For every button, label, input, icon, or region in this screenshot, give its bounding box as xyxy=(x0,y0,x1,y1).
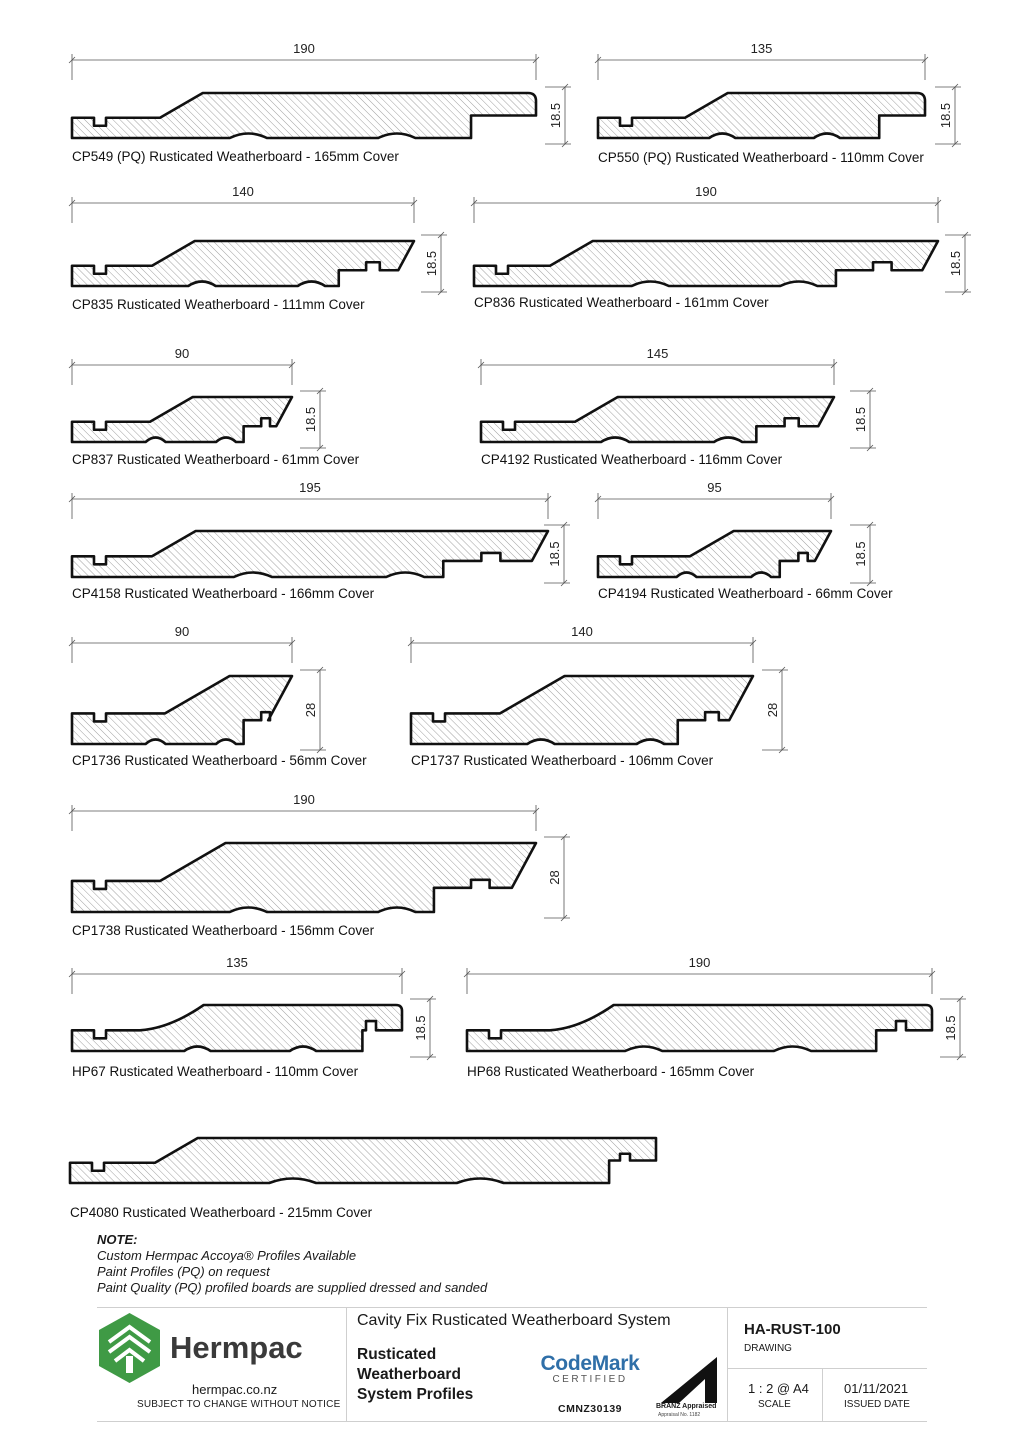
codemark-sub: CERTIFIED xyxy=(552,1374,628,1385)
width-dimension-value: 190 xyxy=(688,955,711,970)
profile-drawing xyxy=(69,480,570,601)
profile-section-shape xyxy=(70,1138,656,1183)
width-dimension-value: 195 xyxy=(299,480,321,495)
width-dimension xyxy=(69,480,551,519)
width-dimension-value: 140 xyxy=(571,624,593,639)
codemark-certificate: CMNZ30139 xyxy=(557,1403,623,1415)
profile-section-shape xyxy=(72,531,548,577)
thickness-dimension xyxy=(300,667,326,753)
profile-label: CP549 (PQ) Rusticated Weatherboard - 165mm Cover xyxy=(72,149,399,164)
thickness-dimension-value: 18.5 xyxy=(547,541,562,567)
thickness-dimension xyxy=(945,232,971,295)
profile-section-shape xyxy=(72,843,536,912)
profile-drawing xyxy=(69,41,571,164)
thickness-dimension xyxy=(850,388,876,451)
profile-drawing xyxy=(69,184,447,312)
profile-label: CP4192 Rusticated Weatherboard - 116mm Cover xyxy=(481,452,783,467)
profile-drawing xyxy=(464,955,966,1079)
issued-date: 01/11/2021 xyxy=(844,1381,909,1396)
title-block-divider xyxy=(346,1307,347,1422)
title-block-divider xyxy=(727,1368,927,1369)
width-dimension xyxy=(464,955,935,994)
profile-section-shape xyxy=(467,1005,932,1051)
profile-drawing xyxy=(69,792,570,938)
profile-drawing xyxy=(69,955,436,1079)
brand-name: Hermpac xyxy=(170,1330,303,1365)
width-dimension xyxy=(478,346,837,385)
width-dimension xyxy=(69,792,539,831)
thickness-dimension xyxy=(762,667,788,753)
profile-label: CP837 Rusticated Weatherboard - 61mm Cover xyxy=(72,452,360,467)
scale-caption: SCALE xyxy=(758,1399,791,1410)
thickness-dimension xyxy=(940,996,966,1060)
thickness-dimension-value: 18.5 xyxy=(424,250,439,277)
thickness-dimension xyxy=(850,522,876,586)
branz-appraised-icon xyxy=(655,1355,725,1420)
profile-label: HP67 Rusticated Weatherboard - 110mm Cover xyxy=(72,1064,359,1079)
note-line: Paint Quality (PQ) profiled boards are supplied dressed and sanded xyxy=(97,1280,488,1295)
thickness-dimension-value: 18.5 xyxy=(303,406,318,433)
width-dimension xyxy=(69,184,417,223)
sheet-title: Rusticated Weatherboard System Profiles xyxy=(357,1346,474,1403)
profile-drawing xyxy=(69,624,367,768)
profile-section-shape xyxy=(72,1005,402,1051)
profile-section-shape xyxy=(72,241,414,286)
width-dimension xyxy=(69,41,539,80)
thickness-dimension-value: 28 xyxy=(303,702,318,718)
width-dimension-value: 95 xyxy=(707,480,722,495)
thickness-dimension xyxy=(410,996,436,1060)
profile-drawing xyxy=(595,480,893,601)
width-dimension xyxy=(595,480,834,519)
thickness-dimension-value: 18.5 xyxy=(413,1015,428,1041)
profile-section-shape xyxy=(72,93,536,138)
profile-drawing xyxy=(69,346,360,467)
thickness-dimension xyxy=(421,232,447,295)
profile-section-shape xyxy=(598,93,925,138)
website-link[interactable]: hermpac.co.nz xyxy=(192,1382,278,1397)
system-title: Cavity Fix Rusticated Weatherboard System xyxy=(357,1312,671,1329)
width-dimension xyxy=(69,346,295,385)
thickness-dimension-value: 28 xyxy=(547,870,562,885)
profile-drawing xyxy=(595,41,961,165)
profile-section-shape xyxy=(72,397,292,442)
width-dimension xyxy=(69,955,405,994)
profile-label: CP1736 Rusticated Weatherboard - 56mm Cover xyxy=(72,753,367,768)
drawing-number: HA-RUST-100 xyxy=(744,1321,841,1338)
profile-drawing xyxy=(478,346,876,467)
thickness-dimension-value: 18.5 xyxy=(853,541,868,567)
thickness-dimension xyxy=(544,834,570,921)
thickness-dimension-value: 28 xyxy=(765,702,780,718)
thickness-dimension-value: 18.5 xyxy=(938,102,953,129)
width-dimension-value: 190 xyxy=(293,41,315,56)
profile-drawing xyxy=(408,624,788,768)
codemark-name: CodeMark xyxy=(540,1352,640,1375)
disclaimer-text: SUBJECT TO CHANGE WITHOUT NOTICE xyxy=(137,1399,341,1410)
profile-section-shape xyxy=(411,676,753,744)
profile-label: CP835 Rusticated Weatherboard - 111mm Cover xyxy=(72,297,365,312)
branz-text: BRANZ Appraised xyxy=(656,1403,717,1410)
title-block-divider xyxy=(727,1307,728,1422)
note-line: Custom Hermpac Accoya® Profiles Available xyxy=(97,1248,357,1263)
note-line: Paint Profiles (PQ) on request xyxy=(97,1264,270,1279)
width-dimension-value: 145 xyxy=(646,346,669,361)
notes-block xyxy=(97,1232,487,1296)
profile-drawing xyxy=(471,184,971,310)
profiles-layer xyxy=(69,41,971,1220)
branz-appraisal-number: Appraisal No. 1182 xyxy=(658,1412,701,1418)
width-dimension xyxy=(595,41,928,80)
thickness-dimension xyxy=(545,84,571,147)
thickness-dimension-value: 18.5 xyxy=(548,102,563,129)
profile-section-shape xyxy=(72,676,292,744)
width-dimension-value: 135 xyxy=(750,41,773,56)
profile-label: CP836 Rusticated Weatherboard - 161mm Cover xyxy=(474,295,769,310)
width-dimension xyxy=(69,624,295,663)
title-block-bottom-rule xyxy=(97,1421,927,1422)
width-dimension-value: 90 xyxy=(174,346,190,361)
profile-label: CP550 (PQ) Rusticated Weatherboard - 110mm Cover xyxy=(598,150,924,165)
width-dimension-value: 190 xyxy=(293,792,315,807)
profile-section-shape xyxy=(481,397,834,442)
issued-date-caption: ISSUED DATE xyxy=(844,1399,910,1410)
width-dimension xyxy=(408,624,756,663)
thickness-dimension xyxy=(300,388,326,451)
profile-label: CP4158 Rusticated Weatherboard - 166mm Cover xyxy=(72,586,375,601)
width-dimension-value: 140 xyxy=(232,184,254,199)
thickness-dimension xyxy=(935,84,961,147)
width-dimension-value: 190 xyxy=(695,184,717,199)
profile-label: HP68 Rusticated Weatherboard - 165mm Cover xyxy=(467,1064,755,1079)
width-dimension xyxy=(471,184,941,223)
profile-label: CP1737 Rusticated Weatherboard - 106mm Cover xyxy=(411,753,714,768)
profile-drawing xyxy=(70,1138,656,1220)
scale-value: 1 : 2 @ A4 xyxy=(748,1381,809,1396)
profile-label: CP4194 Rusticated Weatherboard - 66mm Cover xyxy=(598,586,893,601)
codemark-badge xyxy=(530,1352,650,1415)
profile-label: CP4080 Rusticated Weatherboard - 215mm Cover xyxy=(70,1205,373,1220)
profile-section-shape xyxy=(474,241,938,286)
profile-label: CP1738 Rusticated Weatherboard - 156mm Cover xyxy=(72,923,375,938)
thickness-dimension-value: 18.5 xyxy=(853,406,868,433)
thickness-dimension-value: 18.5 xyxy=(948,250,963,277)
title-block-top-rule xyxy=(97,1307,927,1308)
title-block-divider xyxy=(822,1368,823,1422)
drawing-caption: DRAWING xyxy=(744,1343,792,1354)
note-title: NOTE: xyxy=(97,1232,138,1247)
width-dimension-value: 135 xyxy=(226,955,248,970)
width-dimension-value: 90 xyxy=(174,624,190,639)
profile-section-shape xyxy=(598,531,831,577)
hermpac-logo-icon xyxy=(97,1312,162,1384)
thickness-dimension-value: 18.5 xyxy=(943,1015,958,1041)
